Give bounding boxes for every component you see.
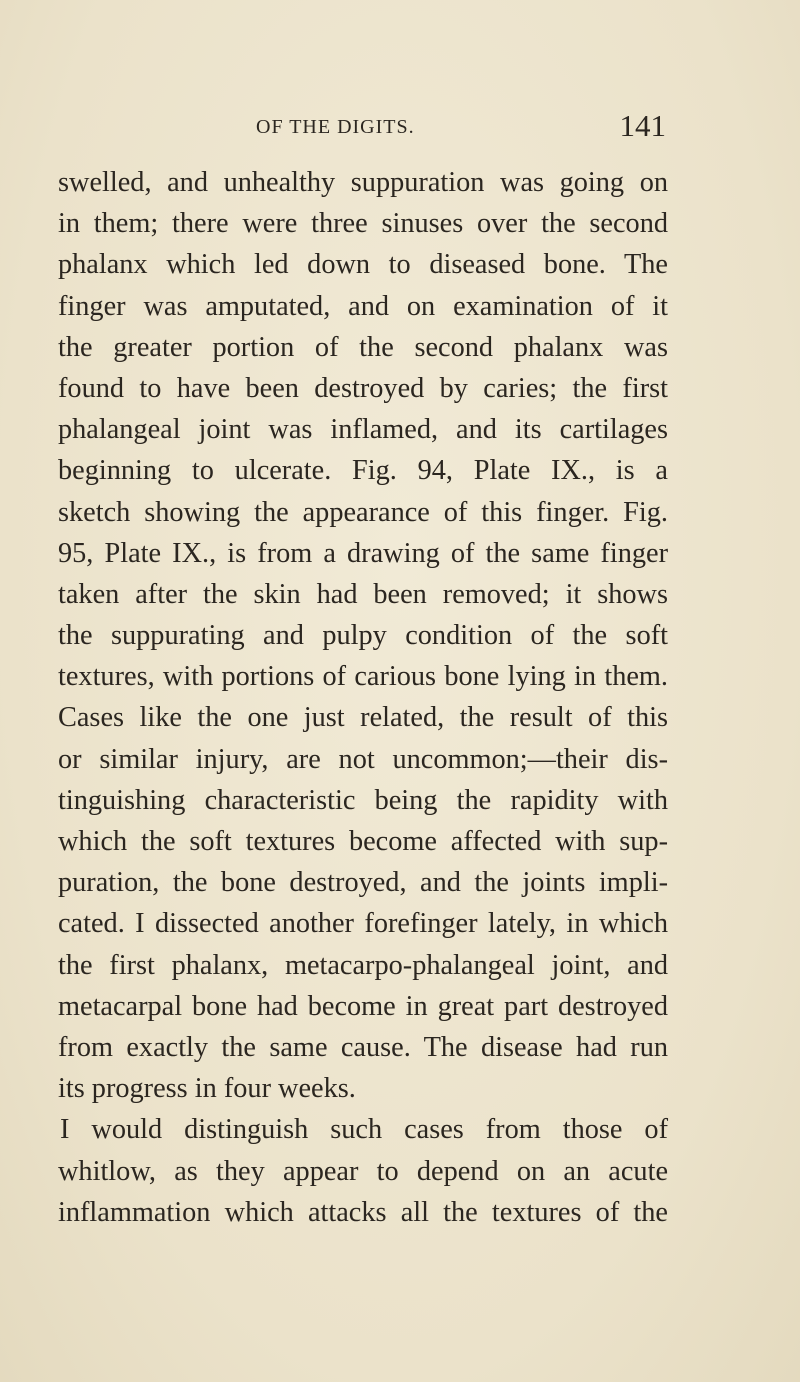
running-head: OF THE DIGITS. <box>256 116 415 138</box>
text-line: taken after the skin had been removed; it shows <box>58 578 668 610</box>
text-line: cated. I dissected another forefinger lately, in which <box>58 908 668 940</box>
text-line: swelled, and unhealthy suppuration was going on <box>58 167 668 198</box>
text-line: metacarpal bone had become in great part destroyed <box>58 990 668 1022</box>
text-line: phalanx which led down to diseased bone. The <box>58 249 668 281</box>
text-line: which the soft textures become affected with sup- <box>58 826 668 857</box>
text-line: tinguishing characteristic being the rapidity with <box>58 784 668 816</box>
text-line: 95, Plate IX., is from a drawing of the same finger <box>58 537 668 569</box>
text-line: finger was amputated, and on examination of it <box>58 290 668 322</box>
text-line: Cases like the one just related, the result of this <box>58 702 668 734</box>
text-line: sketch showing the appearance of this finger. Fig. <box>58 496 668 528</box>
text-line: textures, with portions of carious bone lying in them. <box>58 661 668 693</box>
page-number: 141 <box>619 108 666 143</box>
text-line: from exactly the same cause. The disease had run <box>58 1031 668 1063</box>
text-line: inflammation which attacks all the textures of the <box>58 1196 668 1228</box>
body-text <box>58 162 668 1233</box>
text-line: I would distinguish such cases from those of <box>60 1114 668 1146</box>
text-line: whitlow, as they appear to depend on an acute <box>58 1155 668 1187</box>
text-line: puration, the bone destroyed, and the joints impli- <box>58 867 668 899</box>
text-line: the suppurating and pulpy condition of the soft <box>58 620 668 652</box>
text-line: phalangeal joint was inflamed, and its cartilages <box>58 414 668 446</box>
text-line: the greater portion of the second phalanx was <box>58 331 668 363</box>
text-line: or similar injury, are not uncommon;—their dis- <box>58 743 668 775</box>
text-line: its progress in four weeks. <box>58 1073 356 1105</box>
text-line: in them; there were three sinuses over the second <box>58 208 668 240</box>
text-line: the first phalanx, metacarpo-phalangeal joint, and <box>58 949 668 981</box>
page-header <box>256 108 666 152</box>
text-line: found to have been destroyed by caries; the first <box>58 372 668 404</box>
text-line: beginning to ulcerate. Fig. 94, Plate IX., is a <box>58 455 668 487</box>
